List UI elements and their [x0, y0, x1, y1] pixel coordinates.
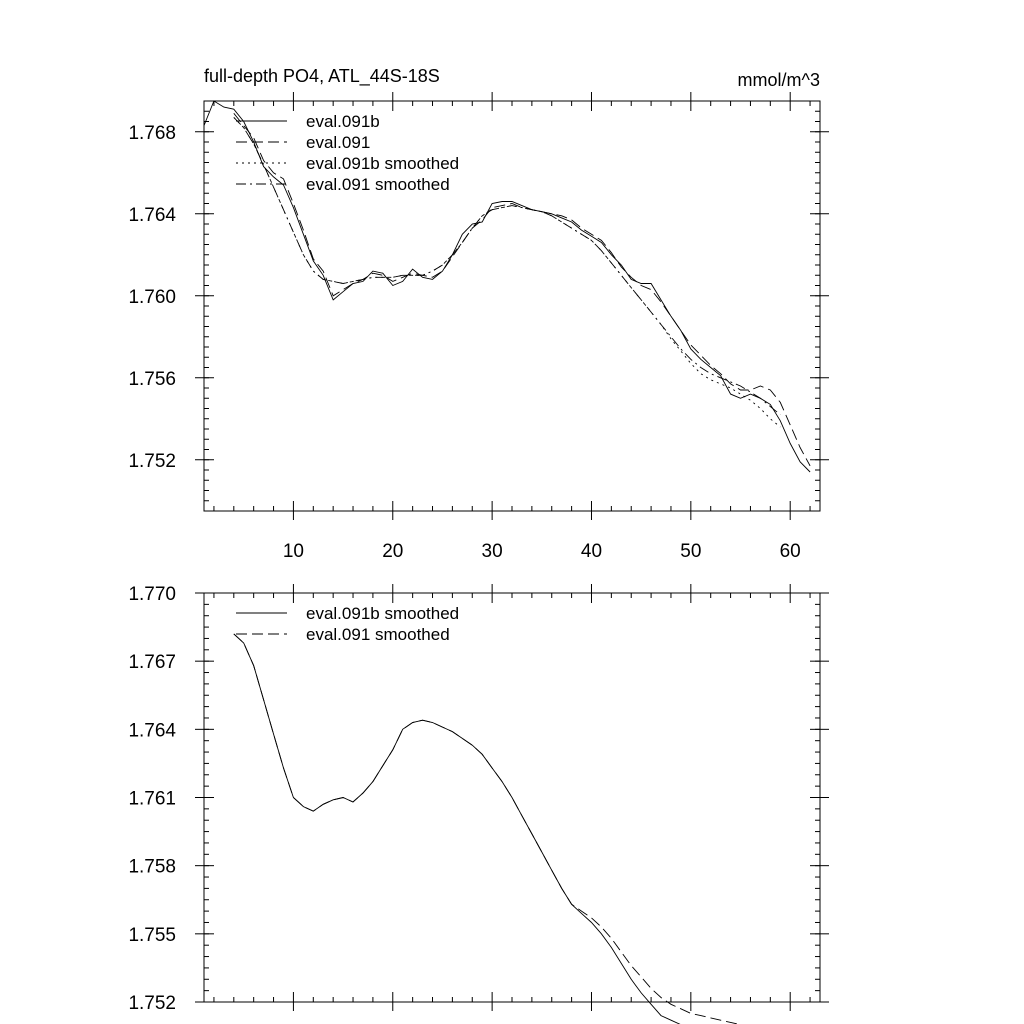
plot-frame — [204, 101, 820, 511]
y-tick-label: 1.768 — [128, 122, 176, 144]
legend-label: eval.091b — [306, 112, 380, 131]
series-line-1 — [204, 101, 810, 472]
series-line-2 — [234, 634, 781, 1024]
x-tick-label: 10 — [282, 541, 304, 562]
y-tick-label: 1.755 — [128, 924, 176, 946]
x-tick-label: 40 — [580, 541, 603, 562]
x-tick-label: 60 — [779, 541, 801, 562]
legend-label: eval.091 — [306, 133, 371, 152]
y-tick-label: 1.770 — [128, 584, 176, 605]
x-tick-label: 50 — [680, 541, 702, 562]
legend-label: eval.091b smoothed — [306, 604, 460, 623]
y-tick-label: 1.761 — [128, 788, 176, 810]
x-tick-label: 30 — [481, 541, 503, 562]
chart-title-right: mmol/m^3 — [737, 70, 820, 90]
y-tick-label: 1.752 — [128, 993, 176, 1014]
legend-label: eval.091 smoothed — [306, 175, 450, 194]
y-tick-label: 1.758 — [128, 856, 176, 878]
x-tick-label: 20 — [382, 541, 404, 562]
y-tick-label: 1.756 — [128, 368, 176, 390]
y-tick-label: 1.760 — [128, 286, 176, 308]
legend-label: eval.091b smoothed — [306, 154, 460, 173]
y-tick-label: 1.767 — [128, 652, 176, 674]
legend-label: eval.091 smoothed — [306, 625, 450, 644]
y-tick-label: 1.764 — [128, 204, 176, 226]
series-line-1 — [234, 634, 781, 1024]
panel-top — [128, 92, 829, 562]
y-tick-label: 1.764 — [128, 720, 176, 742]
chart-title-left: full-depth PO4, ATL_44S-18S — [204, 66, 440, 86]
panel-bottom — [128, 584, 829, 1024]
y-tick-label: 1.752 — [128, 450, 176, 472]
